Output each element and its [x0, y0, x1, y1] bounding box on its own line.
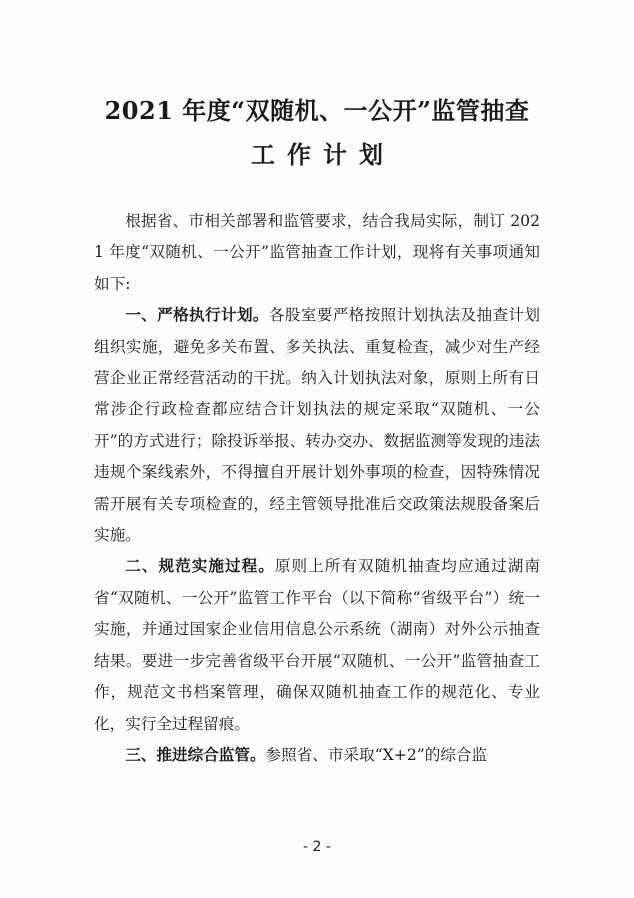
document-body — [94, 206, 540, 771]
intro-paragraph: 根据省、市相关部署和监管要求，结合我局实际，制订 2021 年度“双随机、一公开”监管抽查工作计划，现将有关事项通知如下: — [94, 212, 540, 293]
section-3-paragraph — [94, 740, 540, 771]
section-2-text: 原则上所有双随机抽查均应通过湖南省“双随机、一公开”监管工作平台（以下简称“省级平台”）统一实施，并通过国家企业信用信息公示系统（湖南）对外公示抽查结果。要进一步完善省级平台开展“双随机、一公开”监管抽查工作，规范文书档案管理，确保双随机抽查工作的规范化、专业化，实行全过程留痕。 — [94, 557, 540, 733]
section-3-text: 参照省、市采取“X+2”的综合监 — [265, 745, 488, 764]
section-1-heading: 一、严格执行计划。 — [125, 306, 269, 325]
page-number: - 2 - — [303, 839, 331, 855]
section-1-text: 各股室要严格按照计划执法及抽查计划组织实施，避免多关布置、多关执法、重复检查，减少对生产经营企业正常经营活动的干扰。纳入计划执法对象，原则上所有日常涉企行政检查都应结合计划执法的规定采取“双随机、一公开”的方式进行；除投诉举报、转办交办、数据监测等发现的违法违规个案线索外，不得擅自开展计划外事项的检查，因特殊情况需开展有关专项检查的，经主管领导批准后交政策法规股备案后实施。 — [94, 306, 540, 545]
section-2-heading: 二、规范实施过程。 — [125, 557, 275, 576]
document-title-line-2: 工作计划 — [251, 140, 395, 169]
section-1-paragraph — [94, 300, 540, 551]
section-3-heading: 三、推进综合监管。 — [125, 745, 266, 764]
document-title-line-1: 2021 年度“双随机、一公开”监管抽查 — [104, 96, 530, 125]
section-2-paragraph — [94, 551, 540, 739]
